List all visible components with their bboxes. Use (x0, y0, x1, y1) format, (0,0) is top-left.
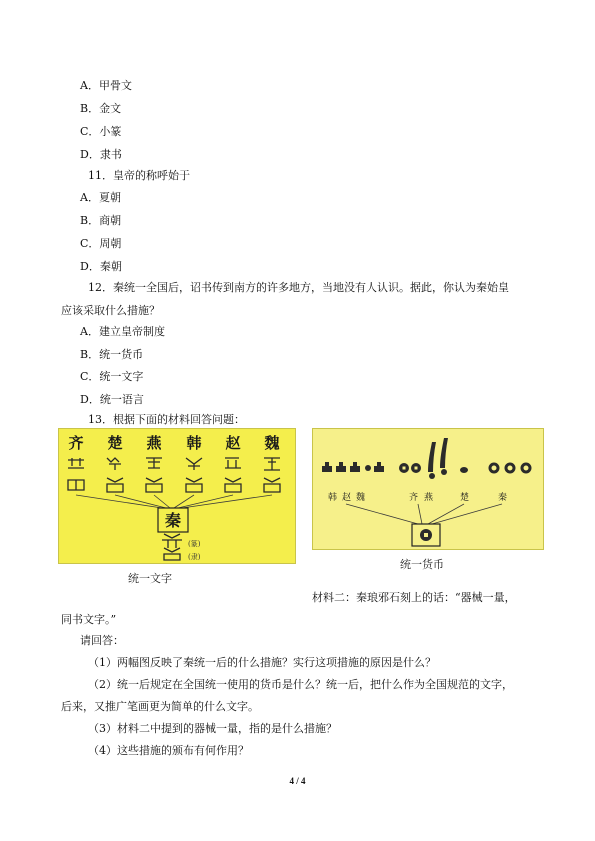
sub-question-1: （1）两幅图反映了秦统一后的什么措施？实行这项措施的原因是什么？ (88, 656, 436, 669)
state-name-chu: 楚 (107, 434, 123, 452)
q10-option-c: C．小篆 (80, 125, 122, 138)
q12-stem-line1: 12．秦统一全国后，诏书传到南方的许多地方，当地没有人认识。据此，你认为秦始皇 (88, 281, 509, 294)
round-coins-left-holes (403, 467, 418, 470)
answer-prompt: 请回答： (80, 634, 124, 647)
q10-option-b: B．金文 (80, 102, 122, 115)
currency-label-qi: 齐 (409, 493, 419, 503)
converging-lines (76, 495, 272, 508)
ancient-glyphs-row2 (68, 478, 280, 492)
page-number: 4 / 4 (289, 776, 306, 786)
qin-center-character: 秦 (164, 511, 182, 530)
sub-question-2-continued: 后来，又推广笔画更为简单的什么文字。 (61, 700, 259, 713)
figure-unify-currency-caption: 统一货币 (400, 558, 444, 571)
state-name-han: 韩 (186, 434, 202, 452)
currency-converging-lines (346, 504, 502, 524)
q12-option-a: A．建立皇帝制度 (80, 325, 165, 338)
state-name-wei: 魏 (264, 434, 280, 452)
currency-label-han: 韩 (328, 493, 338, 503)
currency-label-chu: 楚 (460, 493, 470, 503)
currency-label-zhao: 赵 (342, 493, 352, 503)
figure-unify-script (58, 428, 296, 590)
sub-question-2: （2）统一后规定在全国统一使用的货币是什么？统一后，把什么作为全国规范的文字， (88, 678, 513, 691)
figure-unify-script-drawing (58, 428, 296, 590)
figure-unify-script-caption: 统一文字 (128, 572, 172, 585)
q11-option-a: A．夏朝 (80, 191, 121, 204)
ant-nose-coin (460, 467, 468, 473)
sub-question-4: （4）这些措施的颁布有何作用？ (88, 744, 249, 757)
q10-option-d: D．隶书 (80, 148, 122, 161)
currency-label-qin: 秦 (498, 493, 508, 503)
round-coins-right (490, 464, 530, 472)
q10-option-a: A．甲骨文 (80, 79, 132, 92)
state-name-zhao: 赵 (225, 434, 241, 452)
qin-clerical-glyph (164, 548, 180, 560)
state-name-qi: 齐 (68, 434, 84, 452)
round-coins-left (399, 463, 421, 473)
currency-label-yan: 燕 (424, 493, 434, 503)
spade-coins (322, 462, 384, 472)
clerical-script-note: (隶) (188, 553, 201, 561)
state-name-yan: 燕 (146, 434, 162, 452)
q11-stem: 11．皇帝的称呼始于 (88, 169, 190, 182)
banliang-coin-hole (424, 533, 428, 537)
seal-script-note: (篆) (188, 540, 201, 548)
q12-stem-line2: 应该采取什么措施？ (61, 304, 160, 317)
q12-option-b: B．统一货币 (80, 348, 144, 361)
q11-option-c: C．周朝 (80, 237, 122, 250)
ancient-glyphs-row1 (68, 458, 280, 470)
qin-seal-glyph (162, 534, 182, 548)
material2-line2: 同书文字。” (61, 613, 117, 626)
q11-option-d: D．秦朝 (80, 260, 122, 273)
figure-unify-currency (312, 428, 544, 576)
sub-question-3: （3）材料二中提到的器械一量，指的是什么措施？ (88, 722, 337, 735)
q12-option-c: C．统一文字 (80, 370, 144, 383)
q12-option-d: D．统一语言 (80, 393, 144, 406)
q11-option-b: B．商朝 (80, 214, 122, 227)
q13-stem: 13．根据下面的材料回答问题： (88, 413, 245, 426)
material2-line1: 材料二：秦琅邪石刻上的话：“器械一量， (312, 591, 516, 604)
figure-unify-currency-drawing (312, 428, 544, 576)
knife-coins (428, 438, 448, 479)
currency-label-wei: 魏 (356, 493, 366, 503)
